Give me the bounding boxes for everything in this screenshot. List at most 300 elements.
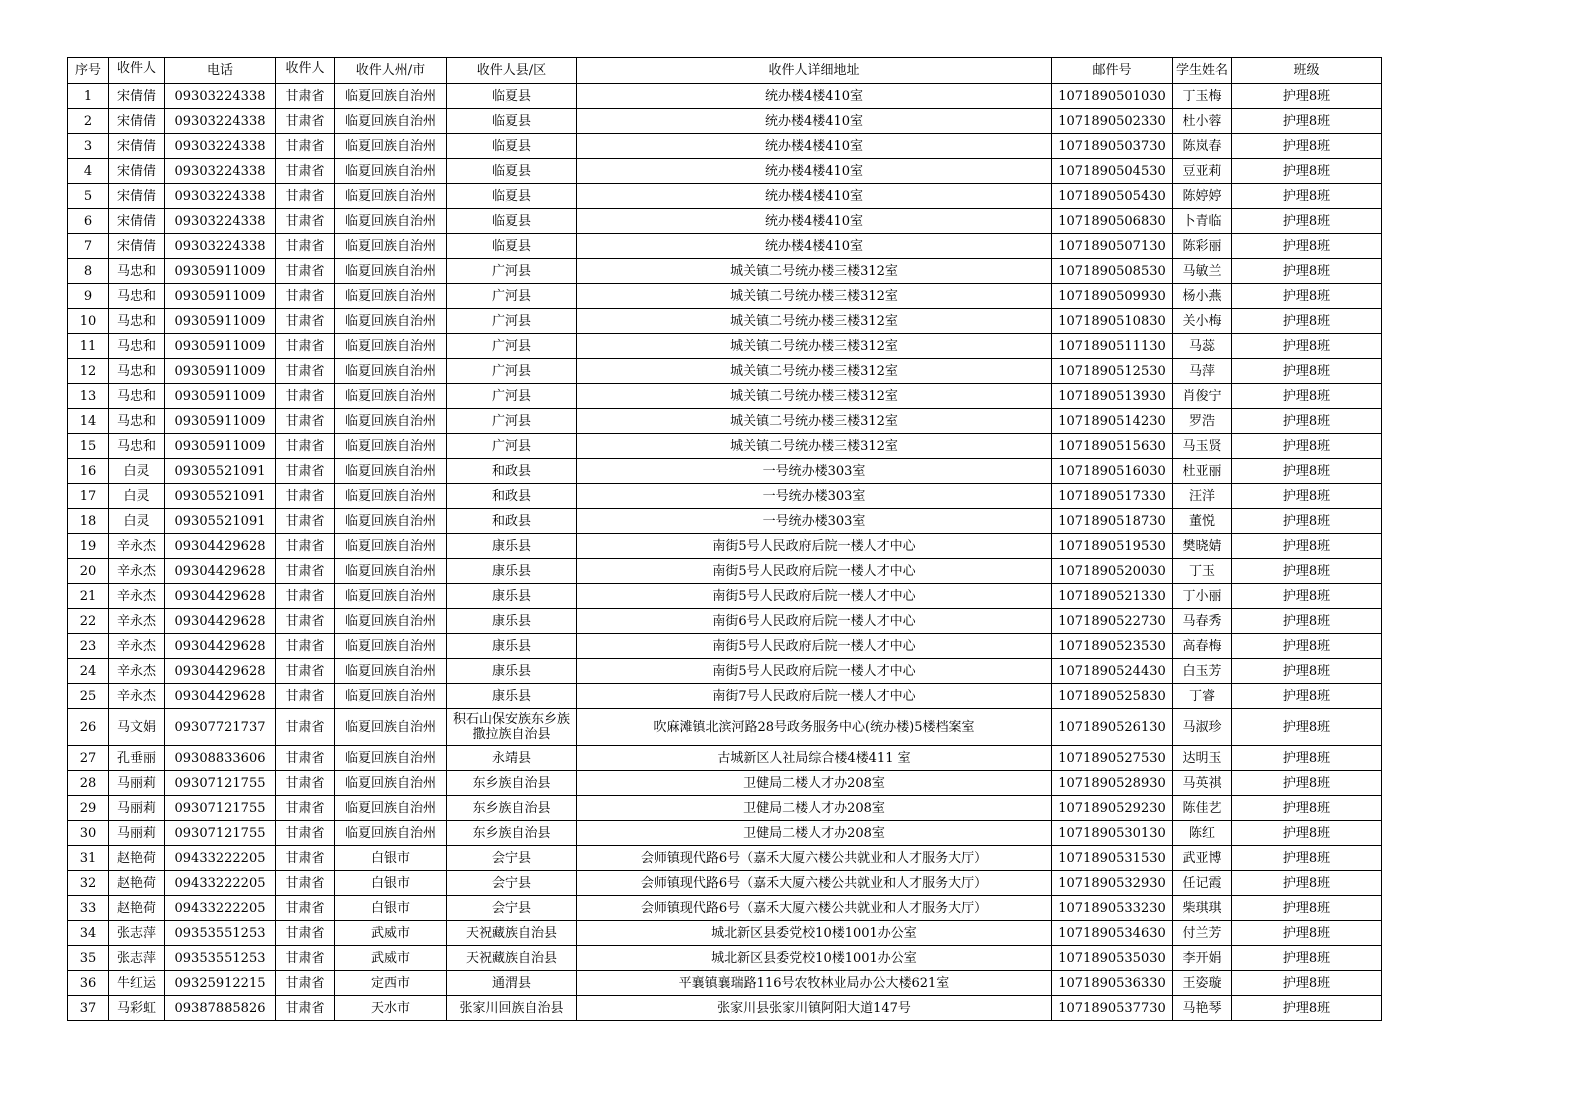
county-cell: 广河县	[447, 409, 577, 434]
student-name-cell: 丁睿	[1173, 684, 1232, 709]
county-cell: 广河县	[447, 309, 577, 334]
prefecture-cell: 临夏回族自治州	[335, 746, 447, 771]
table-row	[68, 359, 1382, 384]
county-cell: 和政县	[447, 459, 577, 484]
index-cell: 26	[68, 709, 109, 746]
tracking-number-cell: 1071890508530	[1052, 259, 1173, 284]
class-cell: 护理8班	[1232, 109, 1382, 134]
table-row	[68, 559, 1382, 584]
prefecture-cell: 临夏回族自治州	[335, 84, 447, 109]
table-row	[68, 434, 1382, 459]
class-cell: 护理8班	[1232, 309, 1382, 334]
province-cell: 甘肃省	[276, 609, 335, 634]
recipient-cell: 赵艳荷	[109, 846, 165, 871]
recipient-cell: 马丽莉	[109, 771, 165, 796]
index-cell: 2	[68, 109, 109, 134]
table-row	[68, 996, 1382, 1021]
province-cell: 甘肃省	[276, 746, 335, 771]
tracking-number-cell: 1071890533230	[1052, 896, 1173, 921]
index-cell: 31	[68, 846, 109, 871]
phone-cell: 09304429628	[165, 534, 276, 559]
col-header-province	[276, 58, 335, 84]
index-cell: 37	[68, 996, 109, 1021]
index-cell: 27	[68, 746, 109, 771]
address-cell: 城关镇二号统办楼三楼312室	[577, 359, 1052, 384]
tracking-number-cell: 1071890527530	[1052, 746, 1173, 771]
recipient-cell: 马忠和	[109, 359, 165, 384]
address-cell: 卫健局二楼人才办208室	[577, 796, 1052, 821]
recipient-cell: 马忠和	[109, 259, 165, 284]
address-cell: 会师镇现代路6号（嘉禾大厦六楼公共就业和人才服务大厅）	[577, 896, 1052, 921]
province-cell: 甘肃省	[276, 159, 335, 184]
county-cell: 天祝藏族自治县	[447, 946, 577, 971]
student-name-cell: 达明玉	[1173, 746, 1232, 771]
recipient-cell: 辛永杰	[109, 684, 165, 709]
county-cell: 临夏县	[447, 209, 577, 234]
recipient-cell: 宋倩倩	[109, 234, 165, 259]
phone-cell: 09303224338	[165, 209, 276, 234]
county-cell: 临夏县	[447, 109, 577, 134]
county-cell: 张家川回族自治县	[447, 996, 577, 1021]
county-cell: 广河县	[447, 259, 577, 284]
recipient-cell: 孔垂丽	[109, 746, 165, 771]
recipient-cell: 宋倩倩	[109, 159, 165, 184]
recipient-cell: 白灵	[109, 509, 165, 534]
table-row	[68, 771, 1382, 796]
province-cell: 甘肃省	[276, 434, 335, 459]
student-name-cell: 马敏兰	[1173, 259, 1232, 284]
county-cell: 临夏县	[447, 234, 577, 259]
student-name-cell: 樊晓婧	[1173, 534, 1232, 559]
address-cell: 统办楼4楼410室	[577, 184, 1052, 209]
province-cell: 甘肃省	[276, 896, 335, 921]
phone-cell: 09304429628	[165, 634, 276, 659]
phone-cell: 09307121755	[165, 771, 276, 796]
prefecture-cell: 临夏回族自治州	[335, 159, 447, 184]
index-cell: 29	[68, 796, 109, 821]
index-cell: 4	[68, 159, 109, 184]
index-cell: 32	[68, 871, 109, 896]
tracking-number-cell: 1071890526130	[1052, 709, 1173, 746]
recipient-cell: 赵艳荷	[109, 871, 165, 896]
address-cell: 南街5号人民政府后院一楼人才中心	[577, 634, 1052, 659]
student-name-cell: 马玉贤	[1173, 434, 1232, 459]
table-row	[68, 659, 1382, 684]
table-row	[68, 309, 1382, 334]
province-cell: 甘肃省	[276, 334, 335, 359]
address-cell: 城关镇二号统办楼三楼312室	[577, 434, 1052, 459]
prefecture-cell: 临夏回族自治州	[335, 209, 447, 234]
student-name-cell: 关小梅	[1173, 309, 1232, 334]
index-cell: 18	[68, 509, 109, 534]
recipient-table	[67, 57, 1382, 1021]
tracking-number-cell: 1071890510830	[1052, 309, 1173, 334]
tracking-number-cell: 1071890512530	[1052, 359, 1173, 384]
county-cell: 康乐县	[447, 684, 577, 709]
recipient-cell: 宋倩倩	[109, 134, 165, 159]
class-cell: 护理8班	[1232, 459, 1382, 484]
table-row	[68, 821, 1382, 846]
class-cell: 护理8班	[1232, 746, 1382, 771]
recipient-cell: 马丽莉	[109, 821, 165, 846]
phone-cell: 09353551253	[165, 946, 276, 971]
col-header-class: 班级	[1232, 58, 1382, 84]
phone-cell: 09304429628	[165, 609, 276, 634]
table-row	[68, 796, 1382, 821]
county-cell: 临夏县	[447, 134, 577, 159]
county-cell: 会宁县	[447, 896, 577, 921]
prefecture-cell: 临夏回族自治州	[335, 584, 447, 609]
tracking-number-cell: 1071890515630	[1052, 434, 1173, 459]
tracking-number-cell: 1071890530130	[1052, 821, 1173, 846]
class-cell: 护理8班	[1232, 609, 1382, 634]
recipient-cell: 张志萍	[109, 946, 165, 971]
county-cell: 广河县	[447, 359, 577, 384]
address-cell: 城关镇二号统办楼三楼312室	[577, 309, 1052, 334]
phone-cell: 09305521091	[165, 509, 276, 534]
tracking-number-cell: 1071890505430	[1052, 184, 1173, 209]
tracking-number-cell: 1071890535030	[1052, 946, 1173, 971]
index-cell: 15	[68, 434, 109, 459]
class-cell: 护理8班	[1232, 84, 1382, 109]
phone-cell: 09304429628	[165, 684, 276, 709]
province-cell: 甘肃省	[276, 359, 335, 384]
prefecture-cell: 临夏回族自治州	[335, 484, 447, 509]
address-cell: 张家川县张家川镇阿阳大道147号	[577, 996, 1052, 1021]
county-cell: 和政县	[447, 484, 577, 509]
class-cell: 护理8班	[1232, 821, 1382, 846]
tracking-number-cell: 1071890511130	[1052, 334, 1173, 359]
class-cell: 护理8班	[1232, 771, 1382, 796]
county-cell: 会宁县	[447, 871, 577, 896]
recipient-cell: 白灵	[109, 459, 165, 484]
phone-cell: 09433222205	[165, 896, 276, 921]
phone-cell: 09307721737	[165, 709, 276, 746]
prefecture-cell: 临夏回族自治州	[335, 184, 447, 209]
col-header-phone: 电话	[165, 58, 276, 84]
table-row	[68, 234, 1382, 259]
class-cell: 护理8班	[1232, 871, 1382, 896]
student-name-cell: 丁小丽	[1173, 584, 1232, 609]
province-cell: 甘肃省	[276, 309, 335, 334]
table-row	[68, 284, 1382, 309]
prefecture-cell: 武威市	[335, 946, 447, 971]
class-cell: 护理8班	[1232, 921, 1382, 946]
tracking-number-cell: 1071890521330	[1052, 584, 1173, 609]
recipient-cell: 宋倩倩	[109, 84, 165, 109]
tracking-number-cell: 1071890503730	[1052, 134, 1173, 159]
recipient-cell: 辛永杰	[109, 534, 165, 559]
col-header-prefecture: 收件人州/市	[335, 58, 447, 84]
phone-cell: 09305521091	[165, 459, 276, 484]
province-cell: 甘肃省	[276, 846, 335, 871]
recipient-cell: 宋倩倩	[109, 184, 165, 209]
province-cell: 甘肃省	[276, 259, 335, 284]
table-row	[68, 134, 1382, 159]
province-cell: 甘肃省	[276, 134, 335, 159]
county-cell: 康乐县	[447, 559, 577, 584]
province-cell: 甘肃省	[276, 109, 335, 134]
prefecture-cell: 临夏回族自治州	[335, 384, 447, 409]
class-cell: 护理8班	[1232, 209, 1382, 234]
tracking-number-cell: 1071890528930	[1052, 771, 1173, 796]
province-cell: 甘肃省	[276, 409, 335, 434]
student-name-cell: 柴琪琪	[1173, 896, 1232, 921]
student-name-cell: 卜青临	[1173, 209, 1232, 234]
index-cell: 19	[68, 534, 109, 559]
table-row	[68, 534, 1382, 559]
prefecture-cell: 临夏回族自治州	[335, 259, 447, 284]
tracking-number-cell: 1071890509930	[1052, 284, 1173, 309]
index-cell: 20	[68, 559, 109, 584]
student-name-cell: 付兰芳	[1173, 921, 1232, 946]
student-name-cell: 王姿璇	[1173, 971, 1232, 996]
province-cell: 甘肃省	[276, 634, 335, 659]
province-cell: 甘肃省	[276, 484, 335, 509]
table-row	[68, 334, 1382, 359]
province-cell: 甘肃省	[276, 659, 335, 684]
index-cell: 21	[68, 584, 109, 609]
phone-cell: 09433222205	[165, 846, 276, 871]
student-name-cell: 陈婷婷	[1173, 184, 1232, 209]
table-row	[68, 509, 1382, 534]
class-cell: 护理8班	[1232, 134, 1382, 159]
table-row	[68, 584, 1382, 609]
phone-cell: 09307121755	[165, 796, 276, 821]
phone-cell: 09387885826	[165, 996, 276, 1021]
phone-cell: 09307121755	[165, 821, 276, 846]
class-cell: 护理8班	[1232, 584, 1382, 609]
table-row	[68, 609, 1382, 634]
col-header-province-text: 收件人	[285, 61, 325, 76]
phone-cell: 09308833606	[165, 746, 276, 771]
address-cell: 南街5号人民政府后院一楼人才中心	[577, 584, 1052, 609]
tracking-number-cell: 1071890532930	[1052, 871, 1173, 896]
col-header-tracking-number: 邮件号	[1052, 58, 1173, 84]
tracking-number-cell: 1071890501030	[1052, 84, 1173, 109]
phone-cell: 09305911009	[165, 384, 276, 409]
col-header-index: 序号	[68, 58, 109, 84]
province-cell: 甘肃省	[276, 684, 335, 709]
address-cell: 吹麻滩镇北滨河路28号政务服务中心(统办楼)5楼档案室	[577, 709, 1052, 746]
tracking-number-cell: 1071890514230	[1052, 409, 1173, 434]
address-cell: 统办楼4楼410室	[577, 234, 1052, 259]
index-cell: 17	[68, 484, 109, 509]
prefecture-cell: 临夏回族自治州	[335, 609, 447, 634]
index-cell: 33	[68, 896, 109, 921]
student-name-cell: 丁玉梅	[1173, 84, 1232, 109]
province-cell: 甘肃省	[276, 184, 335, 209]
prefecture-cell: 临夏回族自治州	[335, 659, 447, 684]
student-name-cell: 武亚博	[1173, 846, 1232, 871]
class-cell: 护理8班	[1232, 659, 1382, 684]
phone-cell: 09303224338	[165, 234, 276, 259]
recipient-cell: 张志萍	[109, 921, 165, 946]
prefecture-cell: 临夏回族自治州	[335, 459, 447, 484]
class-cell: 护理8班	[1232, 434, 1382, 459]
tracking-number-cell: 1071890517330	[1052, 484, 1173, 509]
index-cell: 3	[68, 134, 109, 159]
phone-cell: 09303224338	[165, 134, 276, 159]
tracking-number-cell: 1071890516030	[1052, 459, 1173, 484]
phone-cell: 09304429628	[165, 559, 276, 584]
address-cell: 城北新区县委党校10楼1001办公室	[577, 921, 1052, 946]
prefecture-cell: 临夏回族自治州	[335, 134, 447, 159]
prefecture-cell: 临夏回族自治州	[335, 509, 447, 534]
tracking-number-cell: 1071890520030	[1052, 559, 1173, 584]
student-name-cell: 马春秀	[1173, 609, 1232, 634]
class-cell: 护理8班	[1232, 634, 1382, 659]
recipient-cell: 辛永杰	[109, 559, 165, 584]
table-row	[68, 159, 1382, 184]
class-cell: 护理8班	[1232, 259, 1382, 284]
student-name-cell: 马淑珍	[1173, 709, 1232, 746]
county-cell: 广河县	[447, 284, 577, 309]
prefecture-cell: 临夏回族自治州	[335, 534, 447, 559]
prefecture-cell: 临夏回族自治州	[335, 284, 447, 309]
table-row	[68, 634, 1382, 659]
recipient-cell: 宋倩倩	[109, 109, 165, 134]
index-cell: 10	[68, 309, 109, 334]
index-cell: 5	[68, 184, 109, 209]
class-cell: 护理8班	[1232, 159, 1382, 184]
phone-cell: 09305911009	[165, 309, 276, 334]
student-name-cell: 马英祺	[1173, 771, 1232, 796]
county-cell: 康乐县	[447, 534, 577, 559]
prefecture-cell: 临夏回族自治州	[335, 634, 447, 659]
table-row	[68, 409, 1382, 434]
address-cell: 南街5号人民政府后院一楼人才中心	[577, 659, 1052, 684]
phone-cell: 09304429628	[165, 659, 276, 684]
province-cell: 甘肃省	[276, 946, 335, 971]
phone-cell: 09305911009	[165, 409, 276, 434]
class-cell: 护理8班	[1232, 559, 1382, 584]
address-cell: 城关镇二号统办楼三楼312室	[577, 409, 1052, 434]
tracking-number-cell: 1071890534630	[1052, 921, 1173, 946]
class-cell: 护理8班	[1232, 359, 1382, 384]
phone-cell: 09303224338	[165, 109, 276, 134]
tracking-number-cell: 1071890531530	[1052, 846, 1173, 871]
phone-cell: 09353551253	[165, 921, 276, 946]
address-cell: 统办楼4楼410室	[577, 109, 1052, 134]
prefecture-cell: 白银市	[335, 871, 447, 896]
province-cell: 甘肃省	[276, 384, 335, 409]
tracking-number-cell: 1071890507130	[1052, 234, 1173, 259]
county-cell: 临夏县	[447, 84, 577, 109]
county-cell: 天祝藏族自治县	[447, 921, 577, 946]
phone-cell: 09304429628	[165, 584, 276, 609]
student-name-cell: 陈佳艺	[1173, 796, 1232, 821]
index-cell: 6	[68, 209, 109, 234]
prefecture-cell: 临夏回族自治州	[335, 234, 447, 259]
address-cell: 一号统办楼303室	[577, 484, 1052, 509]
county-cell: 康乐县	[447, 659, 577, 684]
province-cell: 甘肃省	[276, 534, 335, 559]
prefecture-cell: 临夏回族自治州	[335, 559, 447, 584]
county-cell: 康乐县	[447, 584, 577, 609]
phone-cell: 09433222205	[165, 871, 276, 896]
student-name-cell: 董悦	[1173, 509, 1232, 534]
class-cell: 护理8班	[1232, 896, 1382, 921]
class-cell: 护理8班	[1232, 971, 1382, 996]
recipient-cell: 马忠和	[109, 434, 165, 459]
prefecture-cell: 白银市	[335, 896, 447, 921]
county-cell: 康乐县	[447, 609, 577, 634]
student-name-cell: 马萍	[1173, 359, 1232, 384]
prefecture-cell: 临夏回族自治州	[335, 684, 447, 709]
index-cell: 14	[68, 409, 109, 434]
address-cell: 城关镇二号统办楼三楼312室	[577, 334, 1052, 359]
prefecture-cell: 临夏回族自治州	[335, 796, 447, 821]
index-cell: 7	[68, 234, 109, 259]
class-cell: 护理8班	[1232, 946, 1382, 971]
tracking-number-cell: 1071890537730	[1052, 996, 1173, 1021]
index-cell: 25	[68, 684, 109, 709]
recipient-cell: 马忠和	[109, 309, 165, 334]
prefecture-cell: 武威市	[335, 921, 447, 946]
index-cell: 16	[68, 459, 109, 484]
province-cell: 甘肃省	[276, 284, 335, 309]
phone-cell: 09325912215	[165, 971, 276, 996]
student-name-cell: 罗浩	[1173, 409, 1232, 434]
class-cell: 护理8班	[1232, 184, 1382, 209]
recipient-cell: 辛永杰	[109, 659, 165, 684]
index-cell: 13	[68, 384, 109, 409]
class-cell: 护理8班	[1232, 534, 1382, 559]
province-cell: 甘肃省	[276, 771, 335, 796]
prefecture-cell: 临夏回族自治州	[335, 709, 447, 746]
address-cell: 平襄镇襄瑞路116号农牧林业局办公大楼621室	[577, 971, 1052, 996]
index-cell: 23	[68, 634, 109, 659]
county-cell: 东乡族自治县	[447, 821, 577, 846]
recipient-cell: 马忠和	[109, 284, 165, 309]
table-row	[68, 846, 1382, 871]
recipient-cell: 宋倩倩	[109, 209, 165, 234]
table-row	[68, 184, 1382, 209]
tracking-number-cell: 1071890502330	[1052, 109, 1173, 134]
class-cell: 护理8班	[1232, 684, 1382, 709]
index-cell: 34	[68, 921, 109, 946]
phone-cell: 09305911009	[165, 259, 276, 284]
class-cell: 护理8班	[1232, 409, 1382, 434]
county-cell: 东乡族自治县	[447, 796, 577, 821]
table-row	[68, 484, 1382, 509]
header-row	[68, 58, 1382, 84]
county-cell: 会宁县	[447, 846, 577, 871]
student-name-cell: 杨小燕	[1173, 284, 1232, 309]
tracking-number-cell: 1071890536330	[1052, 971, 1173, 996]
province-cell: 甘肃省	[276, 796, 335, 821]
class-cell: 护理8班	[1232, 509, 1382, 534]
address-cell: 南街7号人民政府后院一楼人才中心	[577, 684, 1052, 709]
student-name-cell: 陈红	[1173, 821, 1232, 846]
prefecture-cell: 临夏回族自治州	[335, 771, 447, 796]
table-row	[68, 459, 1382, 484]
index-cell: 9	[68, 284, 109, 309]
tracking-number-cell: 1071890506830	[1052, 209, 1173, 234]
prefecture-cell: 临夏回族自治州	[335, 359, 447, 384]
prefecture-cell: 天水市	[335, 996, 447, 1021]
province-cell: 甘肃省	[276, 921, 335, 946]
address-cell: 城关镇二号统办楼三楼312室	[577, 284, 1052, 309]
student-name-cell: 汪洋	[1173, 484, 1232, 509]
province-cell: 甘肃省	[276, 234, 335, 259]
phone-cell: 09305521091	[165, 484, 276, 509]
county-cell: 积石山保安族东乡族撒拉族自治县	[447, 709, 577, 746]
recipient-cell: 马文娟	[109, 709, 165, 746]
recipient-cell: 马忠和	[109, 384, 165, 409]
col-header-recipient-text: 收件人	[116, 61, 156, 76]
